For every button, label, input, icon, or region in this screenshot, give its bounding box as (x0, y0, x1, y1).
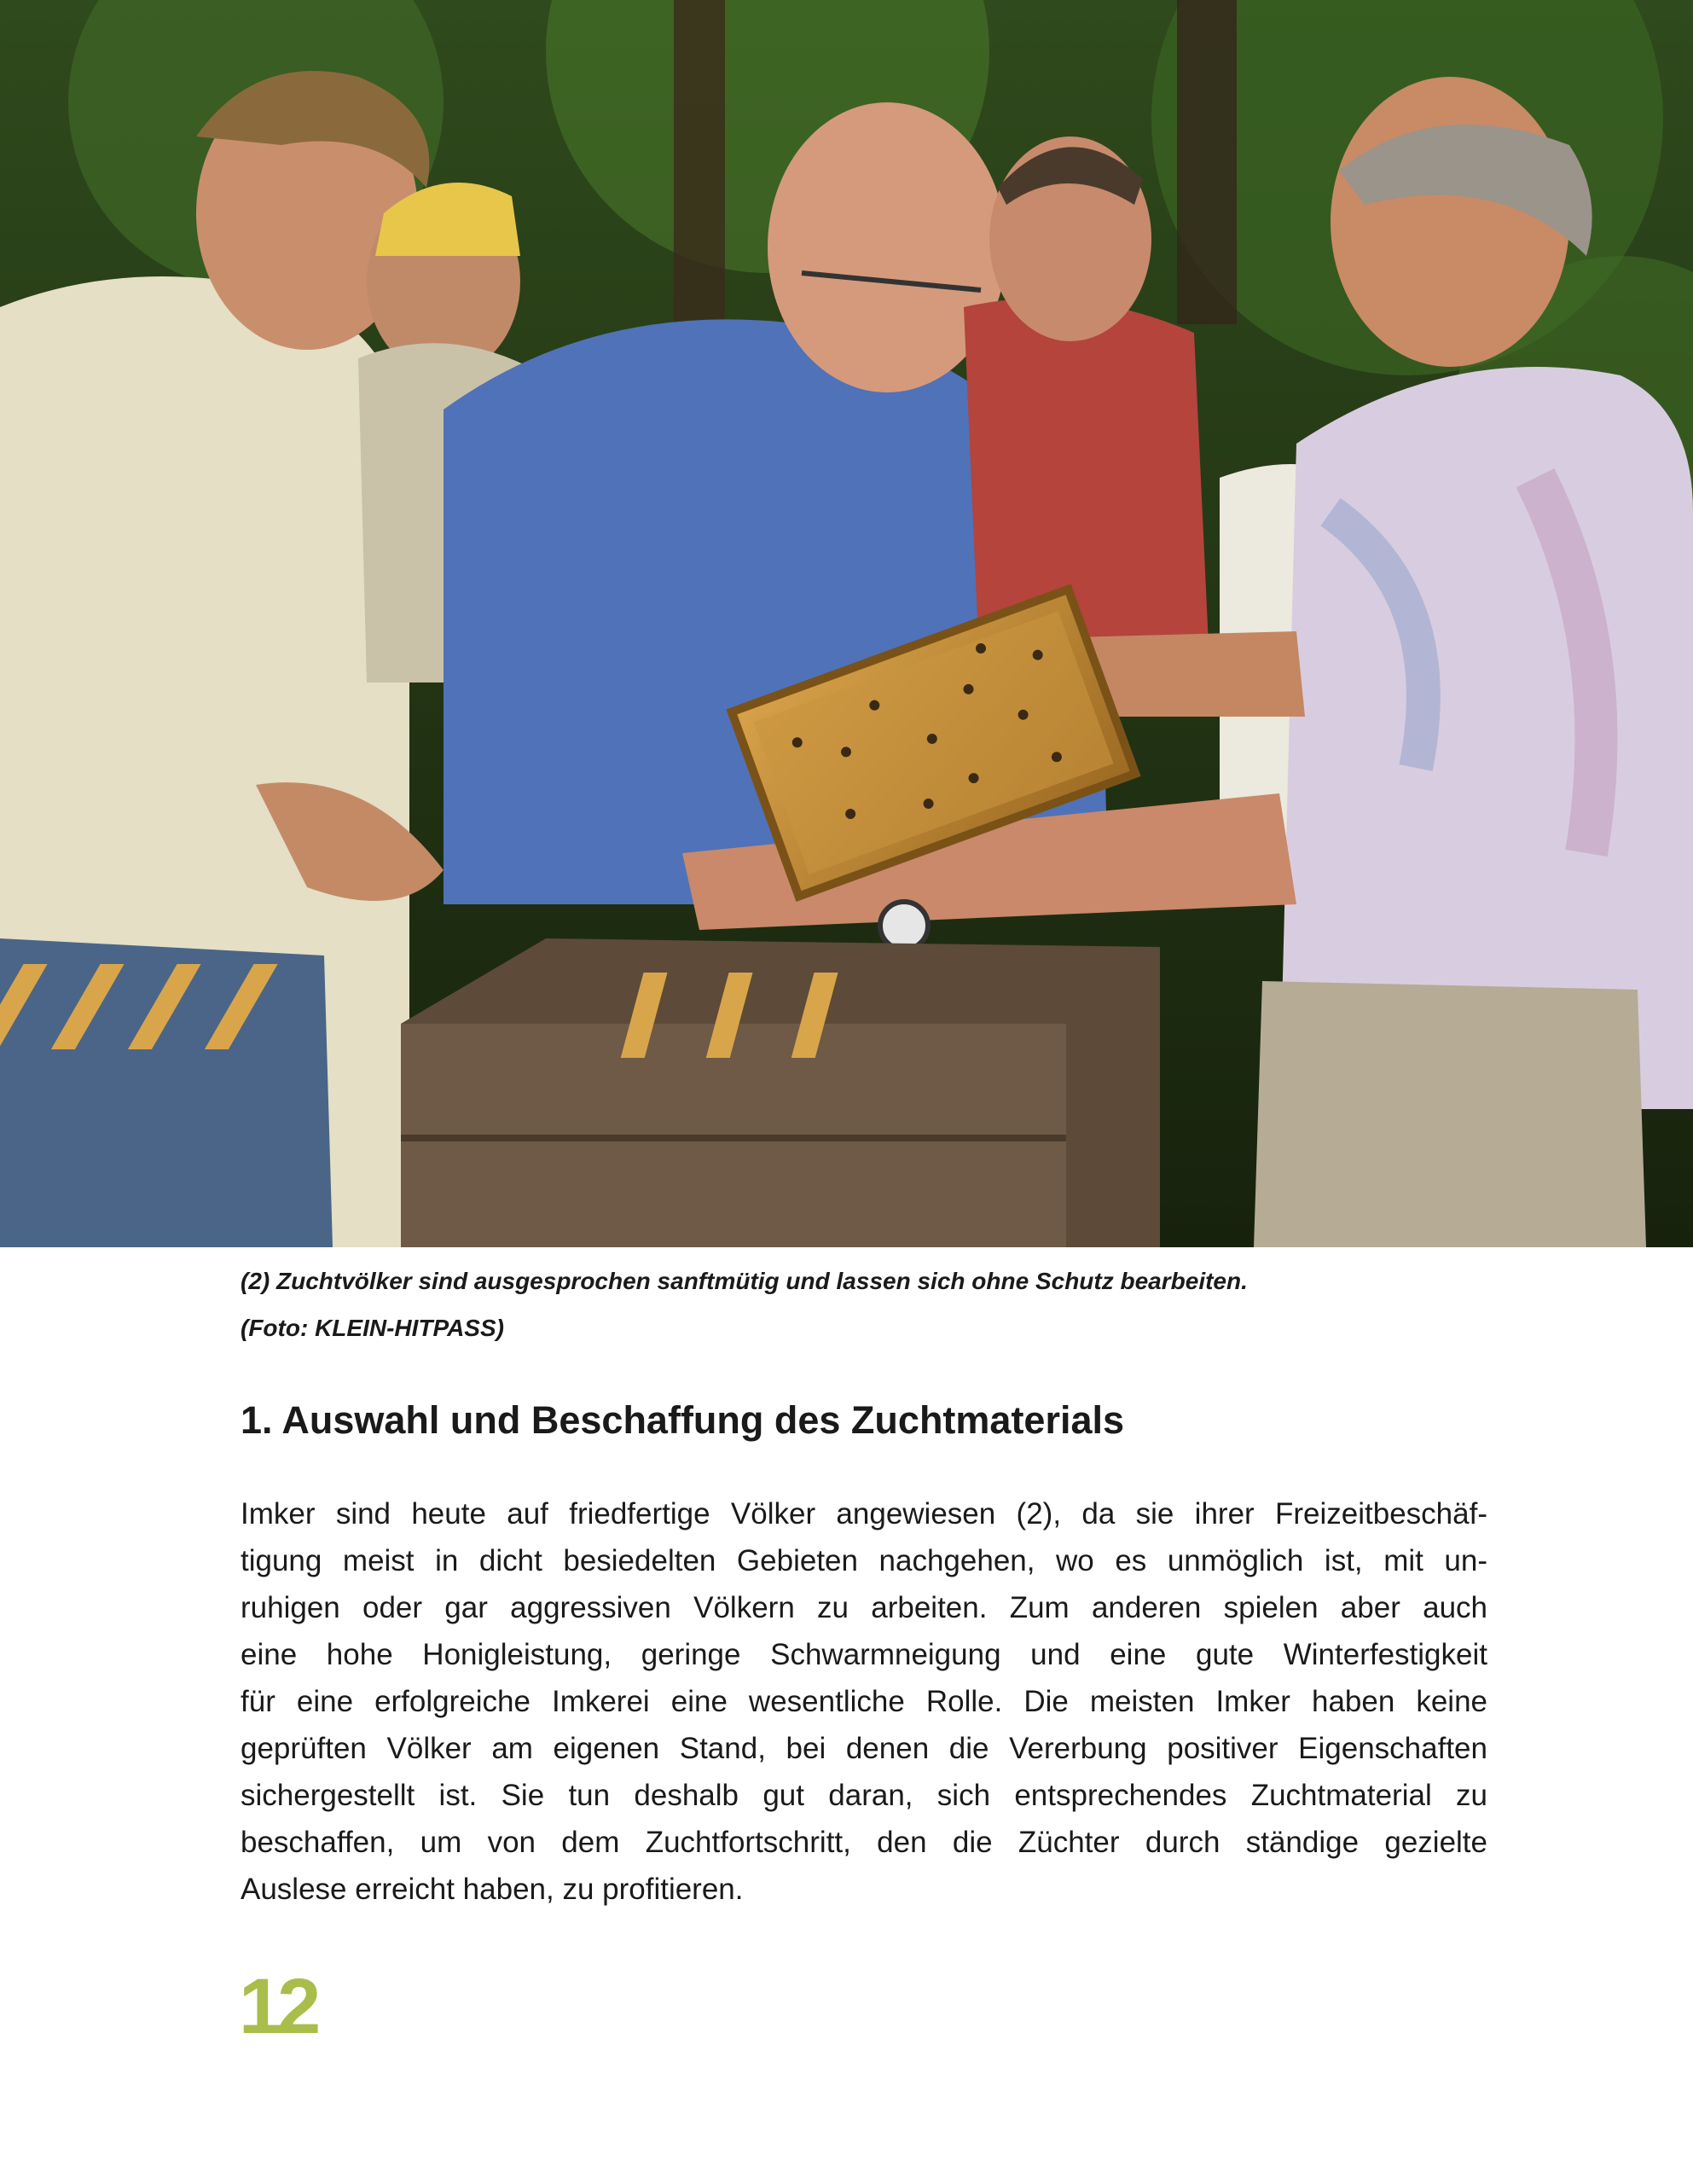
body-line: für eine erfolgreiche Imkerei eine wesentliche Rolle. Die meisten Imker haben keine (241, 1685, 1487, 1718)
body-line: ruhigen oder gar aggressiven Völkern zu arbeiten. Zum anderen spielen aber auch (241, 1591, 1487, 1624)
body-line: eine hohe Honigleistung, geringe Schwarmneigung und eine gute Winterfestigkeit (241, 1638, 1487, 1671)
body-line: geprüften Völker am eigenen Stand, bei denen die Vererbung positiver Eigenschaften (241, 1732, 1487, 1765)
page-number: 12 (239, 1963, 316, 2050)
photo-caption (241, 1258, 1520, 1351)
body-line: Imker sind heute auf friedfertige Völker angewiesen (2), da sie ihrer Freizeitbeschäf- (241, 1497, 1487, 1531)
section-heading: 1. Auswahl und Beschaffung des Zuchtmaterials (241, 1398, 1125, 1442)
body-line: beschaffen, um von dem Zuchtfortschritt, den die Züchter durch ständige gezielte (241, 1826, 1487, 1859)
body-line: tigung meist in dicht besiedelten Gebieten nachgehen, wo es unmöglich ist, mit un- (241, 1544, 1487, 1577)
body-line: Auslese erreicht haben, zu profitieren. (241, 1873, 744, 1906)
caption-line-1: (2) Zuchtvölker sind ausgesprochen sanftmütig und lassen sich ohne Schutz bearbeiten. (241, 1268, 1248, 1294)
body-paragraph (241, 1490, 1487, 1913)
body-line: sichergestellt ist. Sie tun deshalb gut daran, sich entsprechendes Zuchtmaterial zu (241, 1779, 1487, 1812)
caption-line-2: (Foto: KLEIN-HITPASS) (241, 1315, 504, 1341)
